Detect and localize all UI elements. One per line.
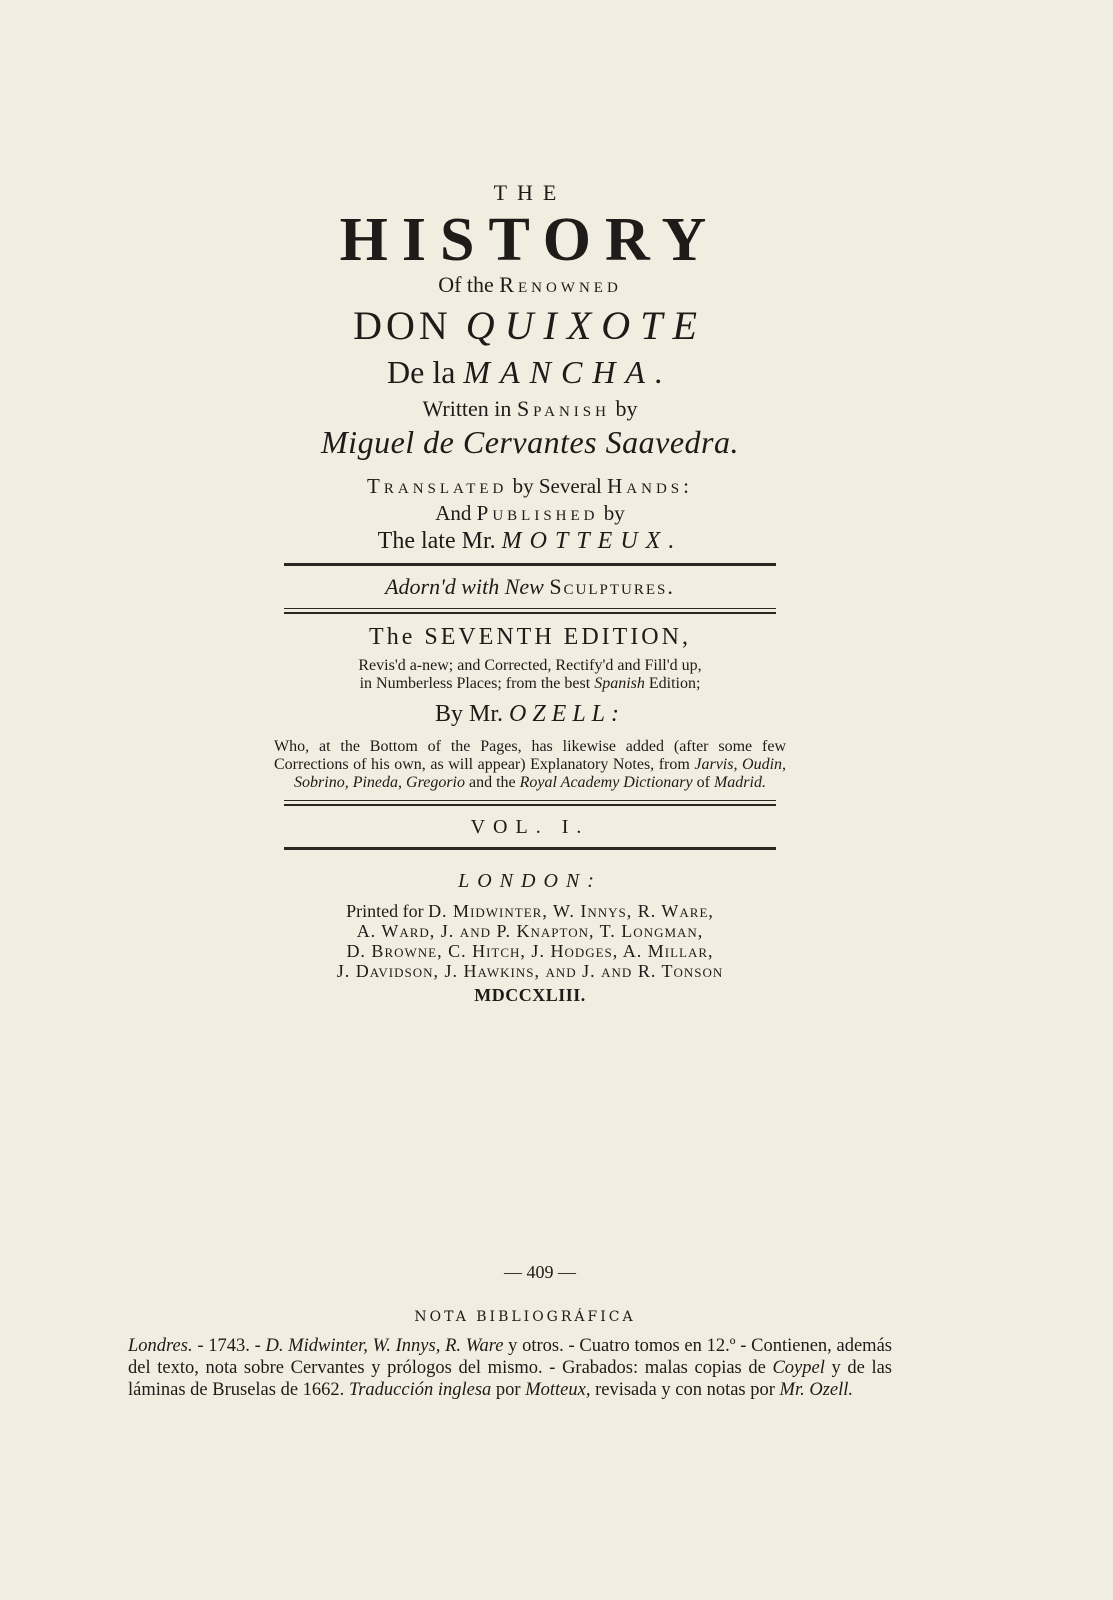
printers-line-2: A. Ward, J. and P. Knapton, T. Longman, — [356, 921, 704, 941]
printers-line-1 — [270, 901, 790, 921]
edition-word-text: Edition; — [648, 675, 701, 692]
academy-text: Royal Academy Dictionary — [519, 774, 693, 791]
nota-traduccion: Traducción inglesa — [348, 1380, 492, 1400]
title-history: HISTORY — [339, 206, 721, 274]
nota-text-2: y de las láminas de Bruselas de 1662. — [128, 1358, 892, 1400]
divider-rule-2 — [284, 608, 776, 614]
by-mr-text: By Mr. — [434, 701, 503, 727]
adorned-text: Adorn'd with New — [385, 574, 544, 599]
de-la-text: De la — [387, 354, 456, 390]
by-several-text: by Several — [512, 474, 602, 498]
imprint-year: MDCCXLIII. — [474, 985, 586, 1005]
notes-paragraph — [270, 738, 790, 792]
spanish-text: Spanish — [516, 396, 610, 421]
renowned-text: Renowned — [499, 272, 622, 297]
quixote-text: QUIXOTE — [465, 303, 707, 348]
title-don-quixote — [270, 302, 790, 350]
motteux-text: MOTTEUX. — [501, 528, 683, 554]
madrid-text: Madrid. — [713, 774, 766, 791]
imprint-city: LONDON: — [458, 870, 602, 892]
author-name: Miguel de Cervantes Saavedra. — [321, 424, 739, 460]
nota-text-3: por — [491, 1380, 526, 1400]
divider-rule-4 — [284, 847, 776, 850]
by-ozell-line — [270, 701, 790, 728]
translated-text: Translated — [367, 474, 508, 498]
of-word-text: of — [696, 774, 710, 791]
published-by-text: by — [603, 501, 625, 525]
nota-text-4: revisada y con notas por — [590, 1380, 780, 1400]
revised-paragraph — [270, 657, 790, 693]
sources-list: Jarvis, Oudin, Sobrino, Pineda, Gregorio — [294, 756, 787, 791]
and-text: And — [435, 501, 472, 525]
revised-line-2-text: in Numberless Places; from the best — [359, 675, 591, 692]
title-page — [270, 180, 790, 1006]
edition-line: The SEVENTH EDITION, — [369, 624, 691, 650]
published-text: Published — [476, 501, 599, 525]
nota-paragraph — [128, 1335, 892, 1401]
written-in-text: Written in — [422, 396, 512, 421]
title-the: THE — [493, 180, 567, 205]
page-number: — 409 — — [504, 1262, 576, 1282]
notes-text: Who, at the Bottom of the Pages, has likewise added (after some few Corrections of his own, as will appear) Explanatory Notes, from — [274, 738, 786, 773]
motteux-line — [270, 528, 790, 555]
the-late-mr-text: The late Mr. — [377, 528, 496, 554]
translated-line — [270, 474, 790, 499]
nota-motteux: Motteux, — [525, 1380, 591, 1400]
by-text: by — [615, 396, 638, 421]
hands-text: Hands: — [607, 474, 693, 498]
sculptures-text: Sculptures. — [549, 574, 675, 599]
ozell-text: OZELL: — [508, 701, 626, 727]
title-renowned-line — [270, 272, 790, 298]
don-text: DON — [353, 303, 452, 348]
title-mancha — [270, 350, 790, 394]
printers-list — [270, 901, 790, 981]
nota-text-1: y otros. - Cuatro tomos en 12.º - Contienen, además del texto, nota sobre Cervantes y prólogos del mismo. - Grabados: malas copias de — [128, 1336, 892, 1378]
nota-heading: NOTA BIBLIOGRÁFICA — [414, 1309, 636, 1325]
printers-line-3: D. Browne, C. Hitch, J. Hodges, A. Millar, — [346, 941, 714, 961]
printers-line-4: J. Davidson, J. Hawkins, and J. and R. Tonson — [336, 961, 724, 981]
printers-text-1: D. Midwinter, W. Innys, R. Ware, — [428, 901, 714, 921]
adorned-line — [270, 574, 790, 600]
nota-year: - 1743. - — [192, 1336, 266, 1356]
published-line — [270, 501, 790, 526]
revised-line-2 — [270, 675, 790, 693]
mancha-text: MANCHA. — [463, 354, 673, 390]
nota-coypel: Coypel — [772, 1358, 825, 1378]
revised-line-1: Revis'd a-new; and Corrected, Rectify'd and Fill'd up, — [358, 657, 702, 674]
divider-rule-3 — [284, 800, 776, 806]
spanish-italic-text: Spanish — [594, 675, 645, 692]
nota-ozell: Mr. Ozell. — [779, 1380, 854, 1400]
nota-publishers: D. Midwinter, W. Innys, R. Ware — [265, 1336, 504, 1356]
of-the-text: Of the — [438, 272, 494, 297]
nota-londres: Londres. — [128, 1336, 193, 1356]
divider-rule-1 — [284, 563, 776, 566]
volume-label: VOL. I. — [470, 816, 590, 838]
written-in-line — [270, 396, 790, 422]
and-the-text: and the — [468, 774, 516, 791]
printed-for-text: Printed for — [346, 901, 424, 921]
